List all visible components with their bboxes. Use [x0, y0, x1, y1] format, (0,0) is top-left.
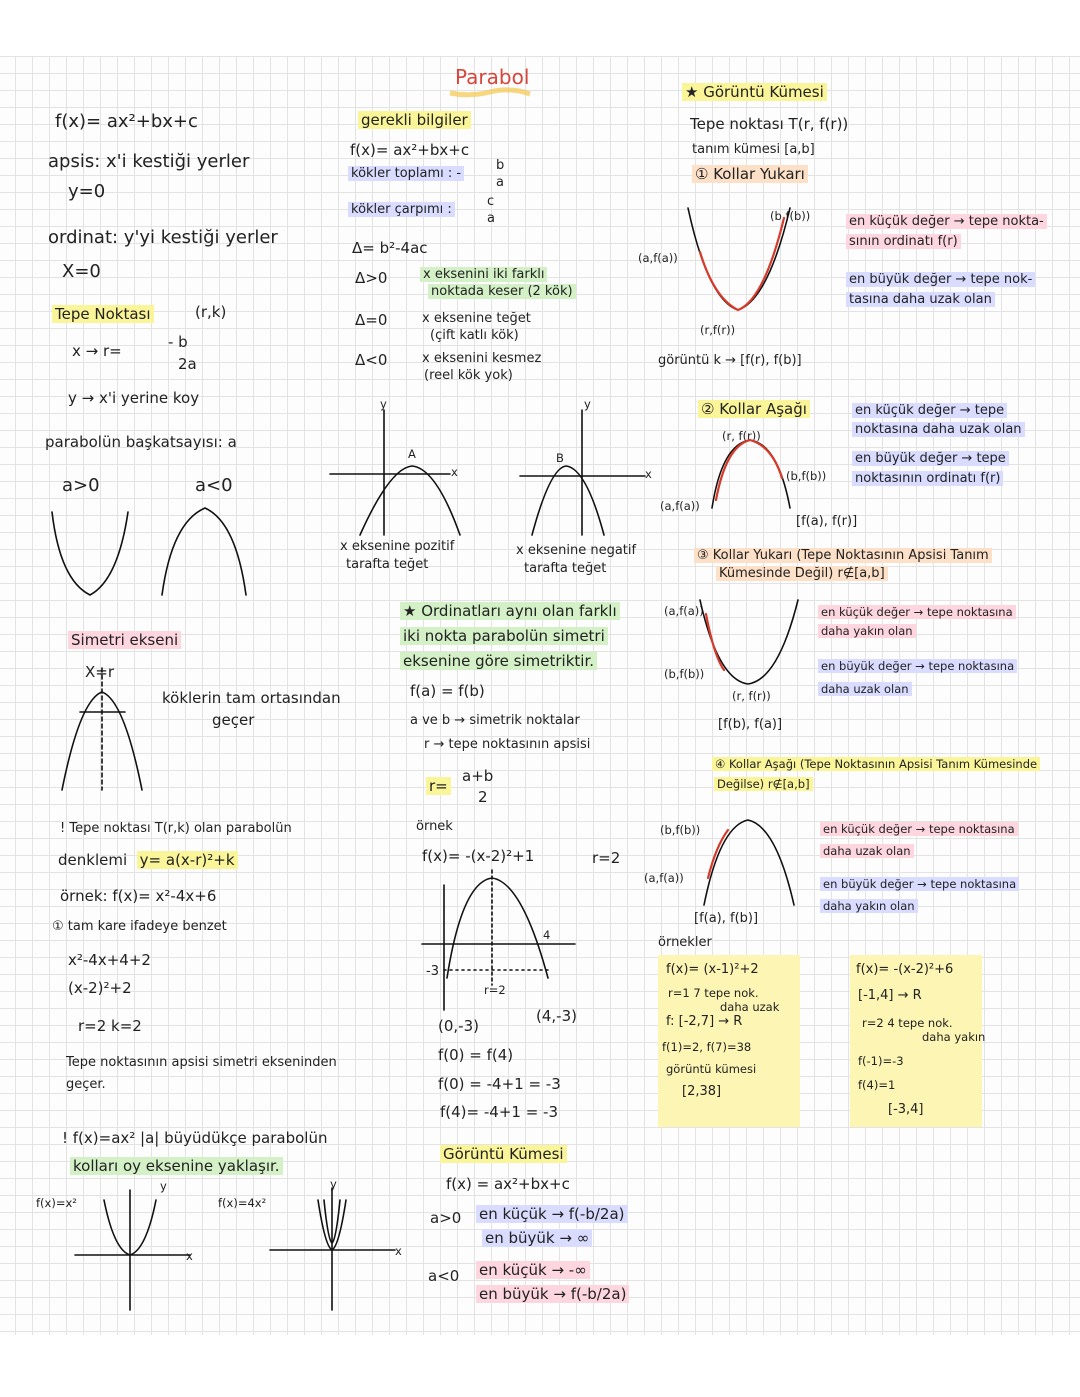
c2-rfr: (r, f(r)) — [722, 429, 761, 443]
c3-min-2: daha yakın olan — [818, 625, 916, 638]
bas-katsayi: parabolün başkatsayısı: a — [45, 433, 237, 451]
axis-x-label-1: x — [186, 1249, 193, 1263]
graph-b-x: x — [645, 467, 652, 481]
kc-num: c — [487, 194, 495, 209]
case-4-title-1: ④ Kollar Aşağı (Tepe Noktasının Apsisi Tanım Kümesinde — [712, 758, 1040, 771]
delta-neg-text-1: x eksenini kesmez — [422, 351, 542, 366]
c3-afa: (a,f(a)) — [664, 604, 704, 618]
ornek-line: örnek: f(x)= x²-4x+6 — [60, 887, 217, 905]
delta-pos-text-2: noktada keser (2 kök) — [428, 285, 576, 300]
c4-min-2: daha uzak olan — [820, 845, 914, 858]
c2-bfb: (b,f(b)) — [786, 469, 827, 483]
apsis-equation: y=0 — [68, 181, 106, 202]
ex1-line-5: f(1)=2, f(7)=38 — [662, 1040, 752, 1054]
a-note-2: kolları oy eksenine yaklaşır. — [70, 1158, 283, 1175]
gerekli-bilgiler: gerekli bilgiler — [358, 112, 471, 129]
graph-a-parabola — [360, 466, 460, 535]
c3-max-2: daha uzak olan — [818, 683, 912, 696]
case-3-title-2: Kümesinde Değil) r∉[a,b] — [716, 567, 888, 582]
case4-parabola — [704, 820, 794, 905]
ex1-line-6: görüntü kümesi — [666, 1062, 757, 1076]
c2-max-2: noktasının ordinatı f(r) — [852, 472, 1003, 487]
goruntu-kumesi-heading: Görüntü Kümesi — [440, 1146, 567, 1163]
ex1-line-4: f: [-2,7] → R — [666, 1014, 743, 1029]
parabola-down-sketch — [162, 508, 246, 595]
tepe-text: Tepe noktası T(r, f(r)) — [690, 115, 849, 133]
ex1-line-7: [2,38] — [682, 1084, 722, 1099]
pozitif-1: x eksenine pozitif — [340, 539, 455, 554]
ex2-line-3: r=2 4 tepe nok. — [862, 1016, 953, 1030]
kok-text-2: geçer — [212, 711, 255, 729]
c3-min-1: en küçük değer → tepe noktasına — [818, 606, 1016, 619]
kok-carpimi: kökler çarpımı : — [348, 203, 455, 218]
f4-calc: f(4)= -4+1 = -3 — [440, 1103, 558, 1121]
c1-afa: (a,f(a)) — [638, 251, 678, 265]
min-pos: en küçük → f(-b/2a) — [476, 1206, 628, 1223]
delta-pos-text-1: x eksenini iki farklı — [420, 268, 547, 283]
axis-x-label-2: x — [395, 1244, 402, 1258]
case1-domain — [700, 218, 784, 310]
c3-goruntu: [f(b), f(a)] — [718, 717, 783, 732]
c3-rfr: (r, f(r)) — [732, 689, 771, 703]
ordinat-note-2: iki nokta parabolün simetri — [400, 628, 608, 645]
kok-text-1: köklerin tam ortasından — [162, 689, 341, 707]
delta-zero: Δ=0 — [355, 311, 388, 329]
mid-formula: f(x)= ax²+bx+c — [350, 141, 470, 159]
point-0-m3: (0,-3) — [438, 1017, 479, 1035]
axis-y-label-1: y — [160, 1179, 167, 1193]
c1-max-2: tasına daha uzak olan — [846, 293, 995, 308]
apsis-note-2: geçer. — [66, 1077, 106, 1092]
graph-a-point: A — [408, 447, 416, 461]
graph-b-point: B — [556, 451, 564, 465]
case-4-title-2: Değilse) r∉[a,b] — [714, 778, 813, 791]
page-title: Parabol — [455, 65, 530, 89]
c4-max-1: en büyük değer → tepe noktasına — [820, 878, 1019, 891]
c3-bfb: (b,f(b)) — [664, 667, 705, 681]
gk-formula: f(x) = ax²+bx+c — [446, 1175, 570, 1193]
parabola-up-sketch — [52, 512, 128, 595]
kt-den: a — [496, 175, 504, 190]
tepe-noktasi-label: Tepe Noktası — [52, 306, 154, 323]
delta-zero-text-1: x eksenine teğet — [422, 311, 531, 326]
max-neg: en büyük → f(-b/2a) — [476, 1286, 629, 1303]
ex2-line-7: [-3,4] — [888, 1102, 924, 1117]
c4-max-2: daha yakın olan — [820, 900, 918, 913]
simetri-eq: X=r — [85, 663, 115, 681]
ornek-label: örnek — [416, 819, 453, 834]
c3-max-1: en büyük değer → tepe noktasına — [818, 660, 1017, 673]
delta-neg-text-2: (reel kök yok) — [424, 368, 513, 383]
ex1-line-1: f(x)= (x-1)²+2 — [666, 962, 759, 977]
delta-pos: Δ>0 — [355, 269, 388, 287]
fraction-denominator: 2a — [178, 355, 197, 373]
case3-parabola — [700, 600, 798, 684]
ex2-line-6: f(4)=1 — [858, 1078, 896, 1092]
x-arrow-r: x → r= — [72, 342, 122, 360]
ab-simetrik: a ve b → simetrik noktalar — [410, 713, 580, 728]
f0-f4: f(0) = f(4) — [438, 1046, 514, 1064]
y-arrow-text: y → x'i yerine koy — [68, 389, 200, 407]
case2-domain — [716, 440, 782, 500]
c2-min-2: noktasına daha uzak olan — [852, 423, 1025, 438]
fraction-numerator: - b — [168, 333, 188, 351]
c2-afa: (a,f(a)) — [660, 499, 700, 513]
fa-fb: f(a) = f(b) — [410, 682, 485, 700]
tanim-kumesi: tanım kümesi [a,b] — [692, 142, 815, 157]
a-lt0: a<0 — [428, 1267, 460, 1285]
tepe-rk: (r,k) — [195, 303, 227, 321]
graph-r2: r=2 — [484, 983, 506, 997]
kc-den: a — [487, 211, 495, 226]
ordinat-note-3: eksenine göre simetriktir. — [400, 653, 597, 670]
general-formula: f(x)= ax²+bx+c — [55, 111, 198, 132]
step-3: (x-2)²+2 — [68, 979, 132, 997]
ornekler-label: örnekler — [658, 935, 712, 950]
case-1-title: ① Kollar Yukarı — [692, 166, 808, 183]
ex2-line-4: daha yakın — [922, 1030, 986, 1044]
c1-min-1: en küçük değer → tepe nokta- — [846, 215, 1047, 230]
c2-max-1: en büyük değer → tepe — [852, 452, 1009, 467]
case-2-title: ② Kollar Aşağı — [698, 401, 810, 418]
c4-goruntu: [f(a), f(b)] — [694, 911, 759, 926]
min-neg: en küçük → -∞ — [476, 1262, 590, 1279]
r-tepe: r → tepe noktasının apsisi — [424, 737, 591, 752]
a-gt0: a>0 — [430, 1209, 462, 1227]
case-3-title-1: ③ Kollar Yukarı (Tepe Noktasının Apsisi Tanım — [694, 549, 992, 564]
c1-bfb: (b,f(b)) — [770, 209, 811, 223]
c1-rfr: (r,f(r)) — [700, 323, 736, 337]
graph-a-y: y — [380, 397, 387, 411]
c4-bfb: (b,f(b)) — [660, 823, 701, 837]
fx-x2-label: f(x)=x² — [36, 1196, 77, 1210]
a-note-1: ! f(x)=ax² |a| büyüdükçe parabolün — [62, 1129, 328, 1147]
example-parabola — [447, 878, 551, 978]
r-den: 2 — [478, 788, 488, 806]
negatif-1: x eksenine negatif — [516, 543, 637, 558]
c1-min-2: sının ordinatı f(r) — [846, 235, 961, 250]
step-4: r=2 k=2 — [78, 1017, 142, 1035]
tepe-note-2: denklemi y= a(x-r)²+k — [58, 852, 238, 869]
c1-goruntu: görüntü k → [f(r), f(b)] — [658, 353, 802, 368]
graph-four: 4 — [543, 928, 551, 942]
negatif-2: tarafta teğet — [524, 561, 607, 576]
fx-4x2-label: f(x)=4x² — [218, 1196, 267, 1210]
ex1-line-3: daha uzak — [720, 1000, 780, 1014]
c2-goruntu: [f(a), f(r)] — [796, 514, 858, 529]
graph-minus3: -3 — [426, 964, 439, 979]
ex2-line-5: f(-1)=-3 — [858, 1054, 904, 1068]
ordinat-note-1: ★ Ordinatları aynı olan farklı — [400, 603, 620, 620]
apsis-note-1: Tepe noktasının apsisi simetri ekseninden — [66, 1055, 337, 1070]
delta-zero-text-2: (çift katlı kök) — [430, 328, 519, 343]
ornek-r: r=2 — [592, 849, 621, 867]
axis-y-label-2: y — [330, 1177, 337, 1191]
ordinat-definition: ordinat: y'yi kestiği yerler — [48, 227, 278, 248]
a-negative: a<0 — [195, 475, 233, 496]
ordinat-equation: X=0 — [62, 261, 101, 282]
kok-toplami: kökler toplamı : - — [348, 167, 464, 182]
ex1-line-2: r=1 7 tepe nok. — [668, 986, 759, 1000]
case2-parabola — [712, 440, 790, 508]
ex2-line-1: f(x)= -(x-2)²+6 — [856, 962, 954, 977]
delta-neg: Δ<0 — [355, 351, 388, 369]
delta-formula: Δ= b²-4ac — [352, 239, 428, 257]
a-positive: a>0 — [62, 475, 100, 496]
c4-afa: (a,f(a)) — [644, 871, 684, 885]
max-pos: en büyük → ∞ — [482, 1230, 592, 1247]
r-eq: r= — [426, 778, 451, 795]
r-num: a+b — [462, 767, 494, 785]
simetri-ekseni: Simetri ekseni — [68, 632, 181, 649]
c1-max-1: en büyük değer → tepe nok- — [846, 273, 1035, 288]
ex2-line-2: [-1,4] → R — [858, 988, 922, 1003]
pozitif-2: tarafta teğet — [346, 557, 429, 572]
right-title: ★ Görüntü Kümesi — [682, 84, 827, 101]
f0-calc: f(0) = -4+1 = -3 — [438, 1075, 561, 1093]
step-1: ① tam kare ifadeye benzet — [52, 919, 227, 934]
graph-b-y: y — [584, 397, 591, 411]
point-4-m3: (4,-3) — [536, 1007, 577, 1025]
c2-min-1: en küçük değer → tepe — [852, 404, 1007, 419]
graph-a-x: x — [451, 465, 458, 479]
ornek-fx: f(x)= -(x-2)²+1 — [422, 847, 535, 865]
apsis-definition: apsis: x'i kestiği yerler — [48, 151, 250, 172]
tepe-note-1: ! Tepe noktası T(r,k) olan parabolün — [60, 821, 292, 836]
step-2: x²-4x+4+2 — [68, 951, 151, 969]
c4-min-1: en küçük değer → tepe noktasına — [820, 823, 1018, 836]
kt-num: b — [496, 158, 505, 173]
